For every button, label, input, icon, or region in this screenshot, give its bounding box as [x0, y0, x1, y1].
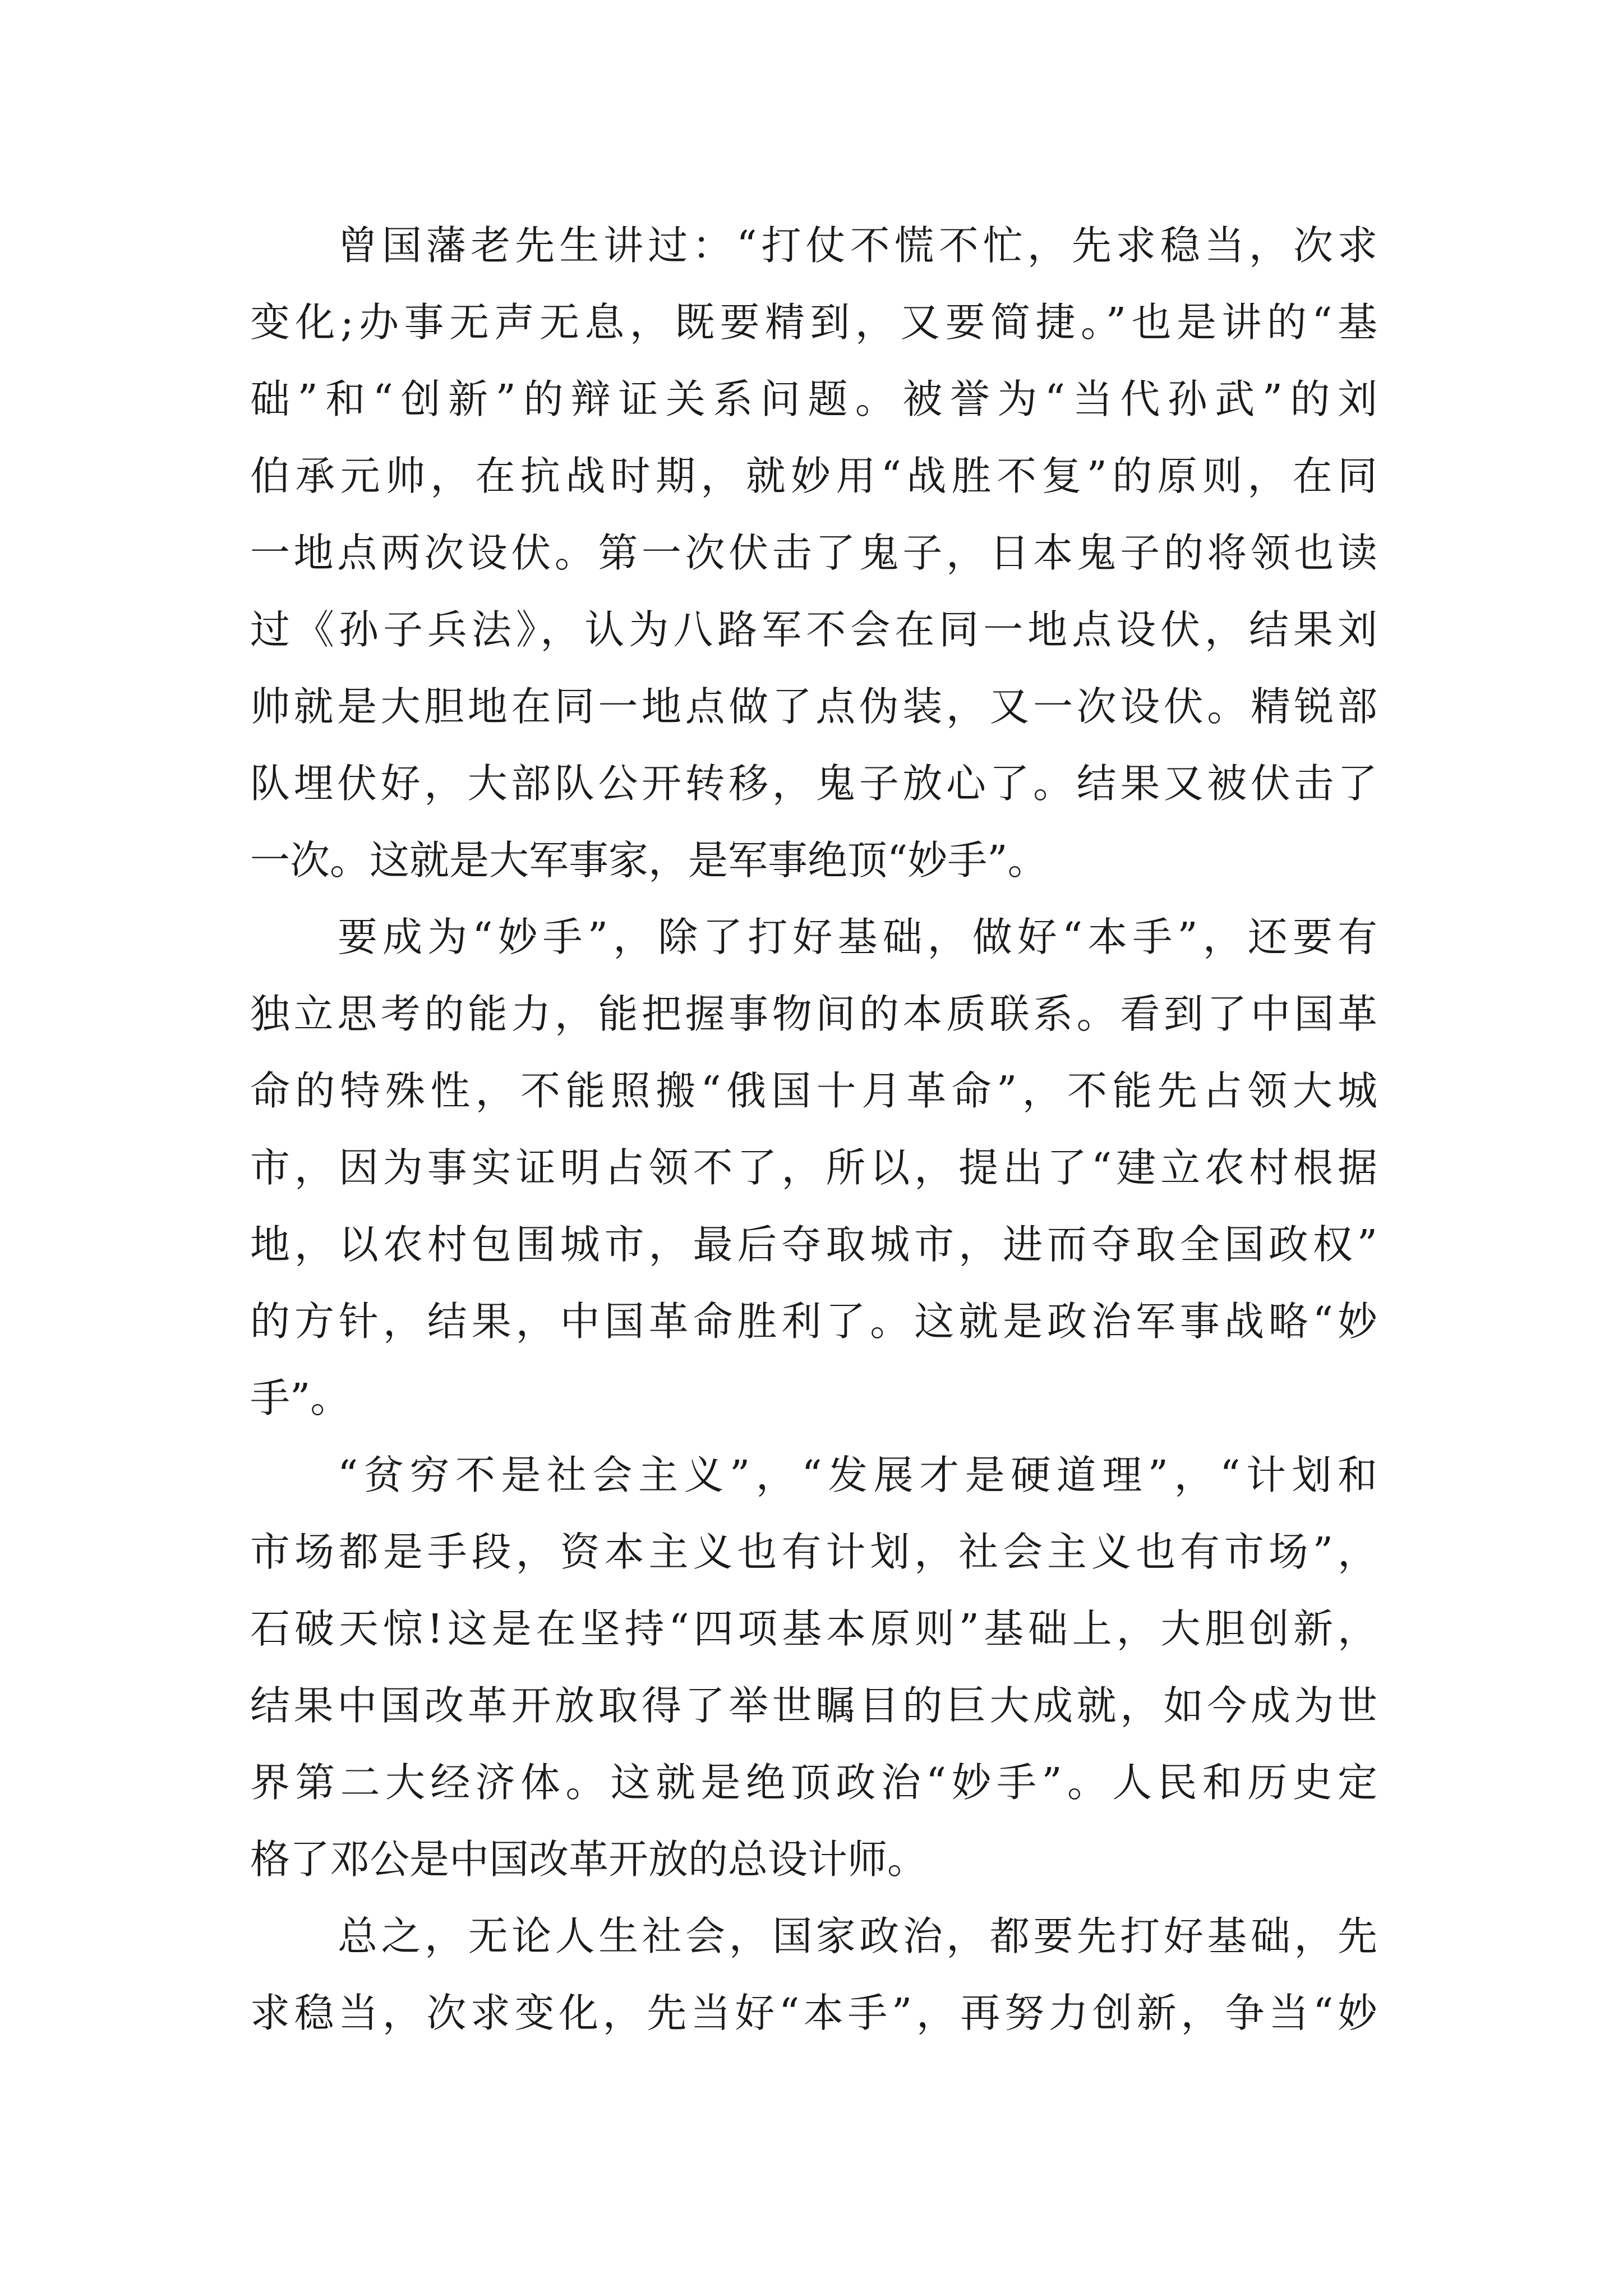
text-line: 一次。这就是大军事家，是军事绝顶“妙手”。	[250, 837, 1048, 884]
text-line: 独立思考的能力，能把握事物间的本质联系。看到了中国革	[250, 991, 1377, 1037]
text-line: 伯承元帅，在抗战时期，就妙用“战胜不复”的原则，在同	[250, 453, 1377, 499]
text-line: 过《孙子兵法》，认为八路军不会在同一地点设伏，结果刘	[250, 606, 1377, 653]
text-line: 的方针，结果，中国革命胜利了。这就是政治军事战略“妙	[250, 1298, 1377, 1345]
text-line: 求稳当，次求变化，先当好“本手”，再努力创新，争当“妙	[250, 1990, 1377, 2036]
text-line: 帅就是大胆地在同一地点做了点伪装，又一次设伏。精锐部	[250, 683, 1377, 730]
text-line: 命的特殊性，不能照搬“俄国十月革命”，不能先占领大城	[250, 1068, 1377, 1114]
text-line: 地，以农村包围城市，最后夺取城市，进而夺取全国政权”	[250, 1221, 1377, 1268]
text-line: 结果中国改革开放取得了举世瞩目的巨大成就，如今成为世	[250, 1682, 1377, 1729]
text-line: 市场都是手段，资本主义也有计划，社会主义也有市场”，	[250, 1529, 1377, 1575]
text-line: 市，因为事实证明占领不了，所以，提出了“建立农村根据	[250, 1144, 1377, 1191]
text-line: 总之，无论人生社会，国家政治，都要先打好基础，先	[338, 1913, 1377, 1959]
text-line: 础”和“创新”的辩证关系问题。被誉为“当代孙武”的刘	[250, 376, 1377, 422]
text-line: 曾国藩老先生讲过：“打仗不慌不忙，先求稳当，次求	[338, 222, 1377, 269]
text-line: 一地点两次设伏。第一次伏击了鬼子，日本鬼子的将领也读	[250, 530, 1377, 576]
text-line: 界第二大经济体。这就是绝顶政治“妙手”。人民和历史定	[250, 1759, 1377, 1806]
text-line: 要成为“妙手”，除了打好基础，做好“本手”，还要有	[338, 914, 1377, 960]
text-line: 格了邓公是中国改革开放的总设计师。	[250, 1836, 928, 1883]
text-line: 石破天惊!这是在坚持“四项基本原则”基础上，大胆创新，	[250, 1605, 1377, 1652]
text-line: 变化;办事无声无息，既要精到，又要简捷。”也是讲的“基	[250, 299, 1377, 346]
text-line: 队埋伏好，大部队公开转移，鬼子放心了。结果又被伏击了	[250, 760, 1377, 807]
text-line: “贫穷不是社会主义”，“发展才是硬道理”，“计划和	[338, 1452, 1377, 1498]
text-line: 手”。	[250, 1375, 351, 1421]
